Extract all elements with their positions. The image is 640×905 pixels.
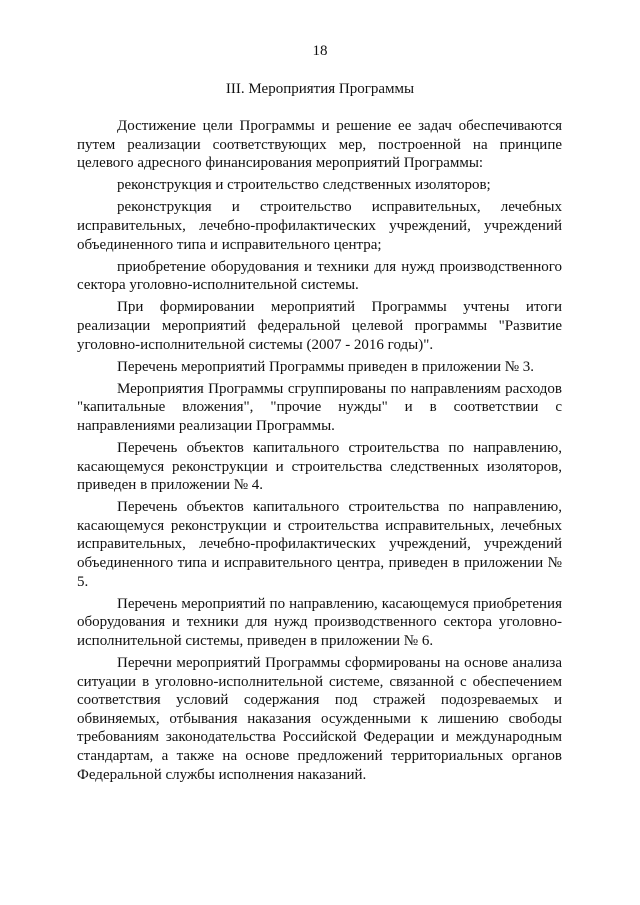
paragraph: Мероприятия Программы сгруппированы по направлениям расходов "капитальные вложения", "прочие нужды" и в соответствии с направлениями реализации Программы. [77, 380, 562, 434]
section-title: III. Мероприятия Программы [225, 81, 415, 97]
paragraph: Перечень объектов капитального строительства по направлению, касающемуся реконструкции и строительства исправительных, лечебных исправительных, лечебно-профилактических учреждений, учреждений объединенного типа и исправительного центра, приведен в приложении № 5. [77, 499, 562, 590]
paragraph: При формировании мероприятий Программы учтены итоги реализации мероприятий федеральной целевой программы "Развитие уголовно-исполнительной системы (2007 - 2016 годы)". [77, 299, 562, 353]
paragraph: Перечень объектов капитального строительства по направлению, касающемуся реконструкции и строительства следственных изоляторов, приведен в приложении № 4. [77, 440, 562, 494]
paragraph: реконструкция и строительство исправительных, лечебных исправительных, лечебно-профилактических учреждений, учреждений объединенного типа и исправительного центра; [77, 199, 562, 253]
document-body [77, 117, 562, 784]
page-number: 18 [312, 43, 328, 59]
paragraph: Перечни мероприятий Программы сформированы на основе анализа ситуации в уголовно-исполнительной системе, связанной с обеспечением соответствия условий содержания под стражей подозреваемых и обвиняемых, отбывания наказания осужденными к лишению свободы требованиям законодательства Российской Федерации и международным стандартам, а также на основе предложений территориальных органов Федеральной службы исполнения наказаний. [77, 655, 562, 783]
paragraph: Перечень мероприятий Программы приведен в приложении № 3. [117, 358, 535, 375]
paragraph: реконструкция и строительство следственных изоляторов; [117, 177, 491, 194]
paragraph: Достижение цели Программы и решение ее задач обеспечиваются путем реализации соответствующих мер, построенной на принципе целевого адресного финансирования мероприятий Программы: [77, 118, 562, 172]
paragraph: Перечень мероприятий по направлению, касающемуся приобретения оборудования и техники для нужд производственного сектора уголовно-исполнительной системы, приведен в приложении № 6. [77, 595, 562, 649]
paragraph: приобретение оборудования и техники для нужд производственного сектора уголовно-исполнительной системы. [77, 258, 562, 294]
